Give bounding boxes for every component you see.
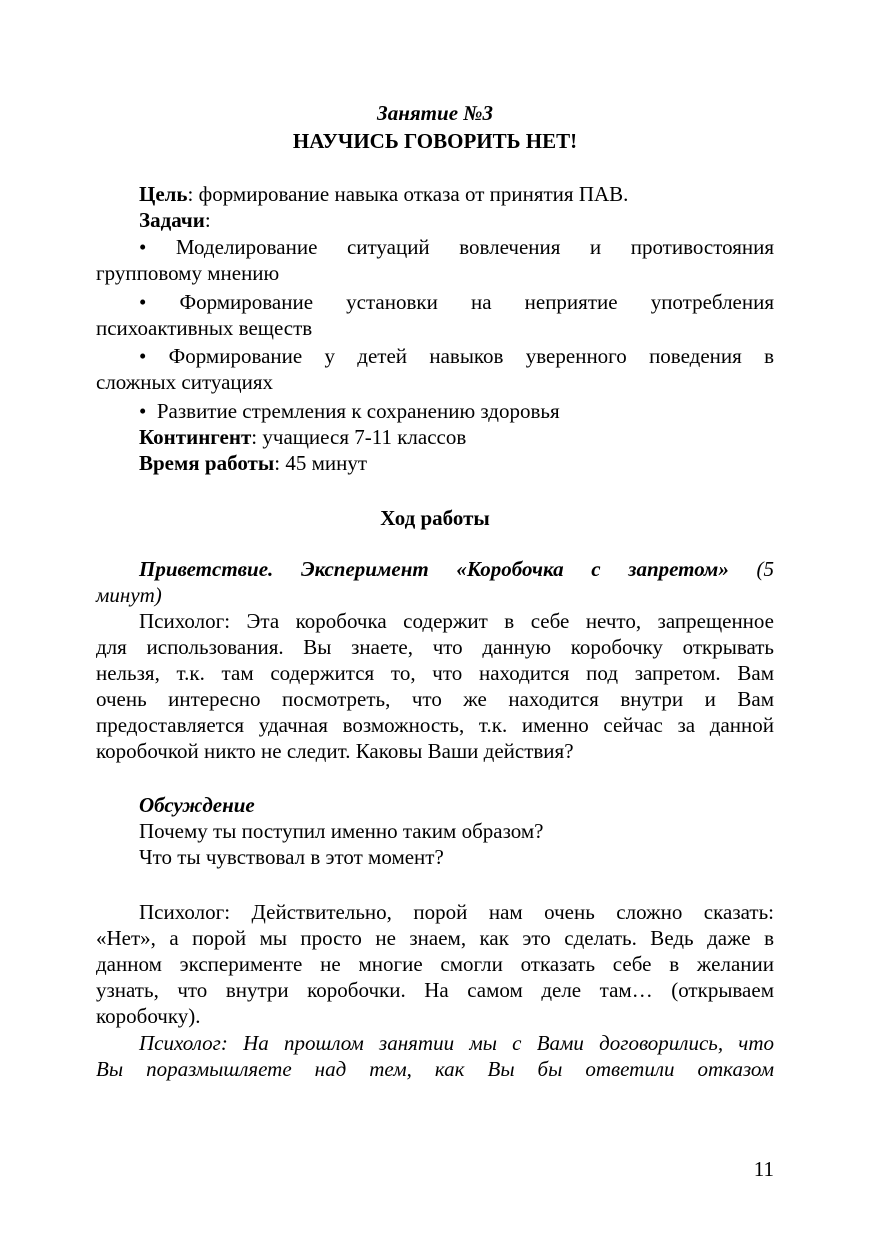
- paragraph-line: Психолог: На прошлом занятии мы с Вами договорились, что: [139, 1031, 774, 1055]
- tasks-heading: Задачи:: [139, 208, 211, 232]
- goal-line: [139, 181, 774, 207]
- contingent-line: Контингент: учащиеся 7-11 классов: [139, 425, 467, 449]
- contingent-label: Контингент: [139, 425, 252, 449]
- paragraph-line: очень интересно посмотреть, что же находится внутри и Вам: [96, 687, 774, 711]
- bullet-icon: •: [139, 290, 180, 314]
- page-number: 11: [753, 1157, 774, 1181]
- paragraph-line: данном эксперименте не многие смогли отказать себе в желании: [96, 952, 774, 976]
- bullet-icon: •: [139, 235, 176, 259]
- greeting-time: минут): [96, 583, 162, 607]
- paragraph-line: «Нет», а порой мы просто не знаем, как это сделать. Ведь даже в: [96, 926, 774, 950]
- paragraph-line: Психолог: Эта коробочка содержит в себе нечто, запрещенное: [139, 609, 774, 633]
- discussion-question: Что ты чувствовал в этот момент?: [139, 845, 444, 869]
- task-item: • Моделирование ситуаций вовлечения и противостояния: [139, 235, 774, 259]
- task-item-cont: групповому мнению: [96, 261, 280, 285]
- lesson-number: Занятие №3: [377, 101, 493, 125]
- greeting-title: Приветствие. Эксперимент «Коробочка с запретом» (5: [139, 557, 774, 581]
- paragraph-line: нельзя, т.к. там содержится то, что находится под запретом. Вам: [96, 661, 774, 685]
- paragraph-line: Вы поразмышляете над тем, как Вы бы ответили отказом: [96, 1057, 774, 1081]
- goal-label: Цель: [139, 182, 188, 206]
- section-title: Ход работы: [380, 506, 490, 530]
- bullet-icon: •: [139, 344, 169, 368]
- task-item-cont: сложных ситуациях: [96, 370, 274, 394]
- page-title: НАУЧИСЬ ГОВОРИТЬ НЕТ!: [292, 129, 578, 153]
- task-item: • Формирование у детей навыков уверенного поведения в: [139, 344, 774, 368]
- task-item: • Формирование установки на неприятие употребления: [139, 290, 775, 314]
- paragraph-line: коробочкой никто не следит. Каковы Ваши действия?: [96, 739, 574, 763]
- paragraph-line: узнать, что внутри коробочки. На самом деле там… (открываем: [96, 978, 774, 1002]
- paragraph-line: для использования. Вы знаете, что данную коробочку открывать: [96, 635, 774, 659]
- goal-text: : формирование навыка отказа от принятия ПАВ.: [187, 182, 629, 206]
- bullet-icon: •: [139, 399, 157, 423]
- paragraph-line: Психолог: Действительно, порой нам очень сложно сказать:: [139, 900, 774, 924]
- task-item-cont: психоактивных веществ: [96, 316, 313, 340]
- paragraph-line: предоставляется удачная возможность, т.к. именно сейчас за данной: [96, 713, 774, 737]
- duration-label: Время работы: [139, 451, 275, 475]
- discussion-title: Обсуждение: [139, 793, 255, 817]
- discussion-question: Почему ты поступил именно таким образом?: [139, 819, 544, 843]
- paragraph-line: коробочку).: [96, 1004, 201, 1028]
- duration-line: Время работы: 45 минут: [139, 451, 368, 475]
- task-item: • Развитие стремления к сохранению здоровья: [139, 399, 560, 423]
- tasks-label: Задачи: [139, 208, 205, 232]
